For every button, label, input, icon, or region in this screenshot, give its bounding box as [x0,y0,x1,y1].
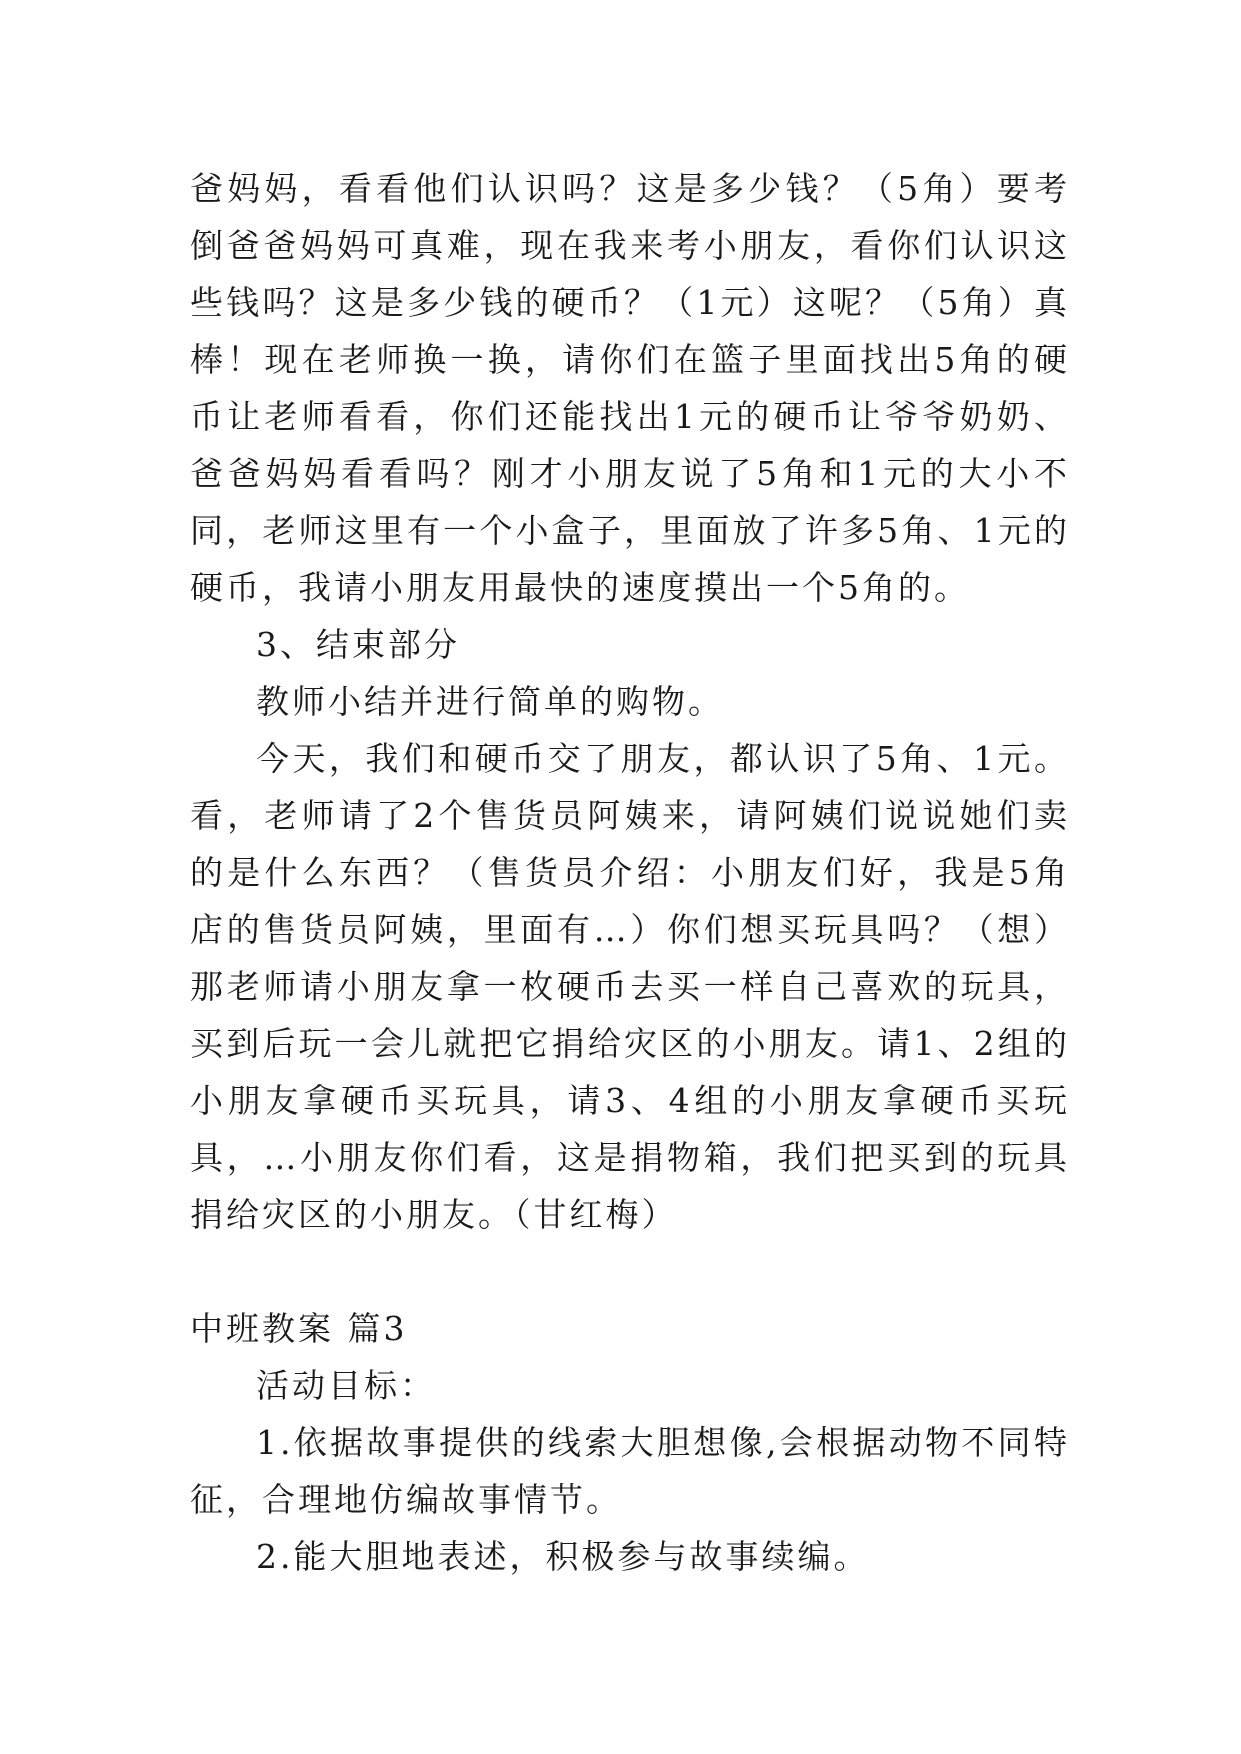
document-body [190,160,1070,1585]
paragraph-section-ending: 3、结束部分 [256,625,460,664]
paragraph-shopping-activity: 今天，我们和硬币交了朋友，都认识了5角、1元。看，老师请了2个售货员阿姨来，请阿姨们说说她们卖的是什么东西？（售货员介绍：小朋友们好，我是5角店的售货员阿姨，里面有…）你们想买玩具吗？（想）那老师请小朋友拿一枚硬币去买一样自己喜欢的玩具，买到后玩一会儿就把它捐给灾区的小朋友。请1、2组的小朋友拿硬币买玩具，请3、4组的小朋友拿硬币买玩具，…小朋友你们看，这是捐物箱，我们把买到的玩具捐给灾区的小朋友。（甘红梅） [190,739,1070,1234]
section-heading: 中班教案 篇3 [190,1309,408,1348]
section-gap [190,1243,1070,1300]
paragraph-goal-1: 1.依据故事提供的线索大胆想像,会根据动物不同特征，合理地仿编故事情节。 [190,1423,1070,1519]
paragraph-goal-2: 2.能大胆地表述，积极参与故事续编。 [256,1537,870,1576]
paragraph-coins-quiz: 爸妈妈，看看他们认识吗？这是多少钱？（5角）要考倒爸爸妈妈可真难，现在我来考小朋友，看你们认识这些钱吗？这是多少钱的硬币？（1元）这呢？（5角）真棒！现在老师换一换，请你们在篮子里面找出5角的硬币让老师看看，你们还能找出1元的硬币让爷爷奶奶、爸爸妈妈看看吗？刚才小朋友说了5角和1元的大小不同，老师这里有一个小盒子，里面放了许多5角、1元的硬币，我请小朋友用最快的速度摸出一个5角的。 [190,169,1070,607]
paragraph-activity-goals-title: 活动目标： [256,1366,436,1405]
paragraph-teacher-summary: 教师小结并进行简单的购物。 [256,682,724,721]
